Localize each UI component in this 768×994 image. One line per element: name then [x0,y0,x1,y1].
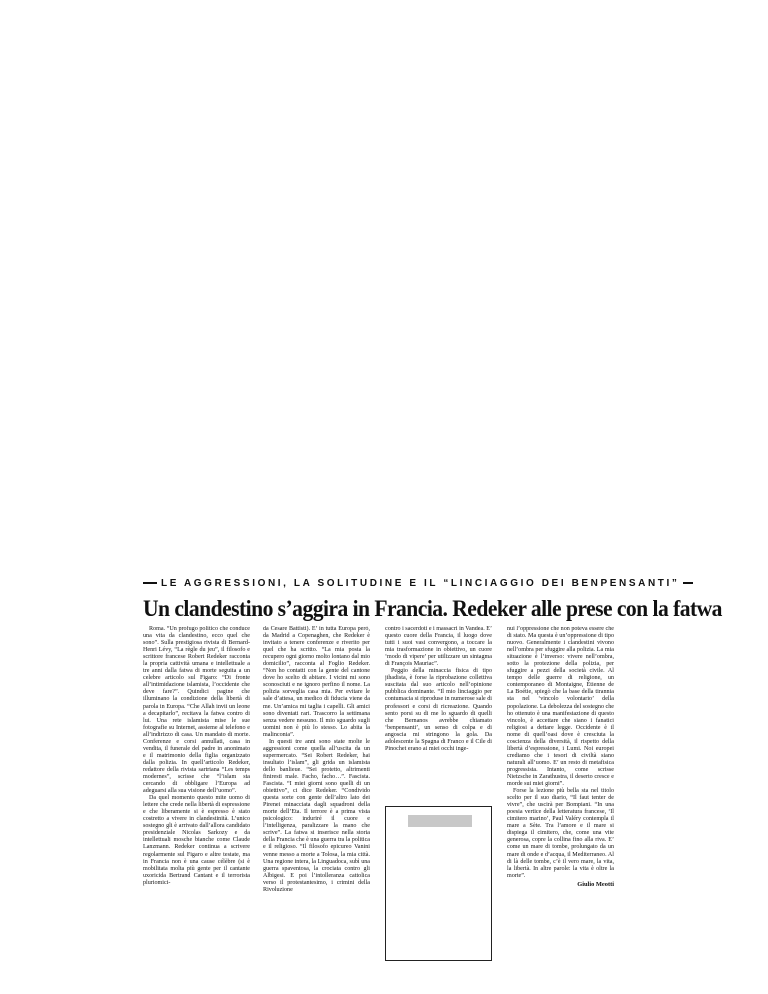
kicker [143,576,680,590]
paragraph: Roma. “Un profugo politico che conduce una vita da clandestino, ecco quel che sono”. Sulla prestigiosa rivista di Bernard-Henri Lévy, “La règle du jeu”, il filosofo e scrittore francese Robert Redeker racconta la propria cattività umana e intellettuale a tre anni dalla fatwa di morte seguita a un celebre articolo sul Figaro: “Di fronte all’intimidazione islamista, l’occidente che deve fare?”. Quindici pagine che illuminano la condizione della libertà di parola in Europa. “Che Allah invii un leone a decapitarlo”, recitava la fatwa contro di lui. Una rete islamista mise le sue fotografie su Internet, assieme al telefono e all’indirizzo di casa. Un mandato di morte. Conferenze e corsi annullati, casa in vendita, il funerale del padre in anonimato e il matrimonio della figlia organizzato dalla polizia. In quell’articolo Redeker, redattore della rivista sartriana “Les temps modernes”, scrisse che “l’islam sta cercando di obbligare l’Europa ad adeguarsi alla sua visione dell’uomo”. [143,626,250,795]
headline: Un clandestino s’aggira in Francia. Redeker alle prese con la fatwa [143,596,722,622]
article-column-4 [507,626,614,976]
paragraph: Peggio della minaccia fisica di tipo jihadista, è forse la riprobazione collettiva suscitata dal suo articolo nell’opinione pubblica dominante. “Il mio linciaggio per contumacia si riproduse in numerose sale di professori e corsi di ricreazione. Quando sento porsi su di me lo sguardo di quelli che Bernanos avrebbe chiamato ‘benpensanti’, un senso di colpa e di angoscia mi stringono la gola. Da adolescente la Spagna di Franco e il Cile di Pinochet erano ai miei occhi inge- [385,668,492,752]
kicker-text: LE AGGRESSIONI, LA SOLITUDINE E IL “LINCIAGGIO DEI BENPENSANTI” [161,577,680,589]
paragraph: Forse la lezione più bella sta nel titolo scelto per il suo diario, “Il faut tenter de vivre”, che uscirà per Bompiani. “In una poesia vertice della letteratura francese, ‘Il cimitero marino’, Paul Valéry contempla il mare a Sète. Tra l’amore e il mare si dispiega il cimitero, che, come una vite generosa, copre la collina fino alla riva. E’ come un mare di tombe, prolungato da un mare di onde e d’acqua, il Mediterraneo. Al di là delle tombe, c’è il vero mare, la vita, la libertà. In altre parole: la vita è oltre la morte”. [507,788,614,879]
article-column-1 [143,626,250,976]
kicker-rule-right [683,582,693,584]
paragraph: In questi tre anni sono state molte le aggressioni come quella all’uscita da un supermercato. “Sei Robert Redeker, hai insultato l’islam”, gli grida un islamista dello banlieue. “Sei protetto, altrimenti finiresti male. Facho, facho…”. Fascista. Fascista. “I miei giorni sono quelli di un obiettivo”, ci dice Redeker. “Condivido questa sorte con gente dell’altro lato dei Pirenei minacciata dagli squadroni della morte dell’Eta. Il terrore è a prima vista psicologico: induriré il cuore e l’intelligenza, paralizzare la mano che scrive”. La fatwa si inserisce nella storia della Francia che è una guerra tra la politica e il religioso. “Il filosofo epicureo Vanini venne messo a morte a Tolosa, la mia città. Una regione intera, la Linguadoca, subì una guerra spaventosa, la crociata contro gli Albigesi. E poi l’intolleranza cattolica verso il protestantesimo, i crimini della Rivoluzione [263,738,370,893]
paragraph: contro i sacerdoti e i massacri in Vandea. E’ questo cuore della Francia, il luogo dove tutti i suoi vasi convergono, a toccare la mia trasformazione in obiettivo, un cuore ‘modo di vipere’ per utilizzare un sintagma di François Mauriac”. [385,626,492,668]
photo-caption-bar [408,815,472,827]
paragraph: da Cesare Battisti). E’ in tutta Europa però, da Madrid a Copenaghen, che Redeker è invitato a tenere conferenze e riverito per quel che ha scritto. “La mia posta la recupero ogni giorno molto lontano dal mio domicilio”, racconta al Foglio Redeker. “Non ho contatti con la gente del cantone dove ho scelto di abitare. I vicini mi sono sconosciuti e ne ignoro perfino il nome. La polizia sorveglia casa mia. Per evitare le sale d’attesa, un medico di fiducia viene da me. Un’amica mi taglia i capelli. Gli amici sono diventati rari. Trascorro la settimana senza vedere nessuno. Il mio sguardo sugli uomini non è più lo stesso. Lo abita la malinconia”. [263,626,370,738]
article-column-2 [263,626,370,976]
author-signature: Giulio Meotti [577,880,614,888]
paragraph: Da quel momento questo mite uomo di lettere che crede nella libertà di espressione e che liberamente si è espresso è stato costretto a vivere in clandestinità. L’unico sostegno gli è arrivato dall’allora candidato presidenziale Nicolas Sarkozy e da intellettuali mosche bianche come Claude Lanzmann. Redeker continua a scrivere regolarmente sul Figaro e altre testate, ma in Francia non è una cause célèbre (si è mobilitata molta più gente per il cantante uxoricida Bertrand Cantant e il terrorista pluriomici- [143,795,250,886]
kicker-rule-left [143,582,157,584]
photo-placeholder [385,806,492,961]
paragraph: nui l’oppressione che non poteva essere che di stato. Ma questa è un’oppressione di tipo nuovo. Generalmente i clandestini vivono nell’ombra per sfuggire alla polizia. La mia situazione è l’inverso: vivere nell’ombra, sotto la protezione della polizia, per sfuggire a pezzi della società civile. Al tempo delle guerre di religione, un contemporaneo di Montaigne, Étienne de La Boétie, spiegò che la base della tirannia sta nel ‘vincolo volontario’ della popolazione. La debolezza del sostegno che ho ottenuto è una manifestazione di questo vincolo, è accettare che siano i fanatici religiosi a dettare legge. Occidente è il nome di quell’oasi dove è cresciuta la coscienza della diversità, il rispetto della libertà d’espressione, i Lumi. Noi europei crediamo che i tesori di civiltà siano naturali all’uomo. E’ un resto di metafisica progressista. Intanto, come scrisse Nietzsche in Zarathustra, il deserto cresce e morde sui miei giorni”. [507,626,614,788]
